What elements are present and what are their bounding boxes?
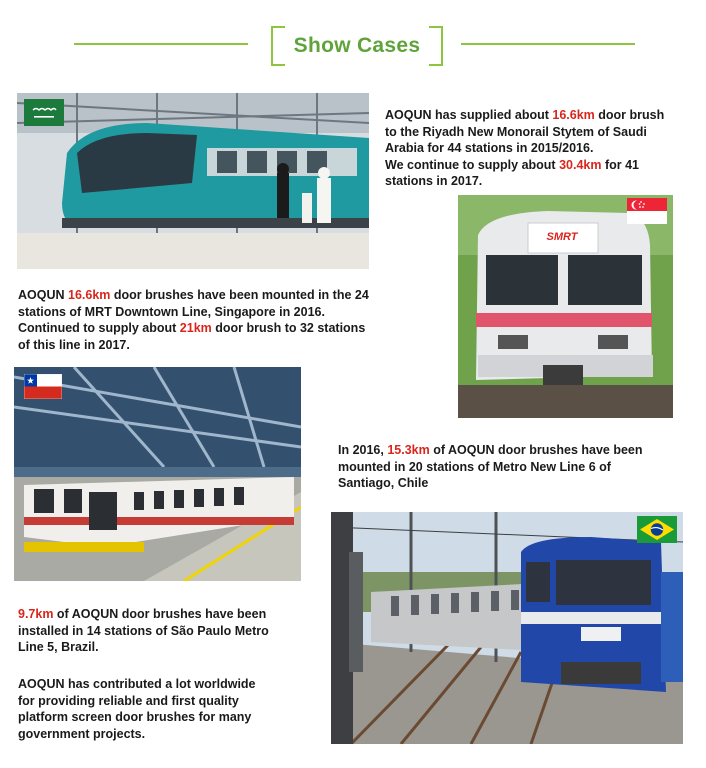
- text-line: [18, 287, 438, 304]
- case-text-singapore: [18, 287, 438, 353]
- text-line: [18, 639, 318, 656]
- text-line: [18, 304, 438, 321]
- text-line: [338, 442, 688, 459]
- text-line: [18, 676, 318, 693]
- sao-paulo-metro-photo: [331, 512, 683, 744]
- text-segment: mounted in 20 stations of Metro New Line 6 of: [338, 459, 611, 474]
- riyadh-monorail-photo: [17, 93, 369, 269]
- text-segment: Continued to supply about: [18, 321, 180, 335]
- text-line: [385, 107, 685, 124]
- text-segment: of AOQUN door brushes have been: [429, 443, 643, 457]
- text-segment: stations of MRT Downtown Line, Singapore in 2016.: [18, 304, 325, 319]
- case-text-chile: [338, 442, 688, 492]
- brazil-flag-icon: [637, 516, 677, 543]
- text-segment: AOQUN: [18, 288, 68, 302]
- text-line: [338, 459, 688, 476]
- highlight-figure: 21km: [179, 321, 212, 335]
- text-segment: door brush: [594, 108, 665, 122]
- text-line: [18, 726, 318, 743]
- case-text-brazil: [18, 606, 318, 656]
- text-segment: for providing reliable and first quality: [18, 693, 239, 708]
- highlight-figure: 15.3km: [387, 443, 430, 457]
- case-text-saudi-arabia: [385, 107, 685, 190]
- text-line: [18, 606, 318, 623]
- text-line: [18, 337, 438, 354]
- text-segment: door brush to 32 stations: [211, 321, 366, 335]
- singapore-flag-icon: [627, 198, 667, 224]
- closing-text: [18, 676, 318, 742]
- highlight-figure: 30.4km: [559, 157, 602, 172]
- header-line-left: [74, 43, 248, 45]
- text-segment: stations in 2017.: [385, 174, 483, 188]
- text-line: [385, 157, 685, 174]
- text-segment: Line 5, Brazil.: [18, 640, 99, 654]
- text-segment: In 2016,: [338, 443, 388, 457]
- text-segment: Arabia for 44 stations in 2015/2016.: [385, 141, 594, 155]
- text-line: [18, 320, 438, 337]
- header-line-right: [461, 43, 635, 45]
- text-line: [385, 140, 685, 157]
- santiago-metro-photo: [14, 367, 301, 581]
- text-line: [18, 709, 318, 726]
- text-line: [385, 173, 685, 190]
- text-segment: AOQUN has contributed a lot worldwide: [18, 677, 256, 691]
- page-title: Show Cases: [293, 34, 421, 57]
- text-line: [18, 623, 318, 640]
- highlight-figure: 9.7km: [18, 607, 54, 621]
- text-line: [18, 693, 318, 710]
- saudi-arabia-flag-icon: [24, 99, 64, 126]
- text-segment: of this line in 2017.: [18, 337, 130, 352]
- text-segment: to the Riyadh New Monorail Stytem of Saudi: [385, 124, 647, 139]
- text-segment: We continue to supply about: [385, 157, 560, 172]
- text-segment: door brushes have been mounted in the 24: [110, 288, 369, 302]
- text-segment: platform screen door brushes for many: [18, 710, 252, 724]
- smrt-logo: SMRT: [546, 231, 578, 243]
- highlight-figure: 16.6km: [552, 108, 595, 122]
- text-segment: government projects.: [18, 726, 146, 741]
- text-segment: for 41: [601, 157, 639, 172]
- text-segment: Santiago, Chile: [338, 476, 429, 490]
- text-segment: AOQUN has supplied about: [385, 108, 553, 122]
- text-line: [385, 124, 685, 141]
- text-line: [338, 475, 688, 492]
- chile-flag-icon: [24, 374, 62, 399]
- text-segment: installed in 14 stations of São Paulo Metro: [18, 623, 269, 638]
- highlight-figure: 16.6km: [68, 288, 111, 302]
- text-segment: of AOQUN door brushes have been: [53, 607, 267, 621]
- title-frame: [271, 26, 443, 66]
